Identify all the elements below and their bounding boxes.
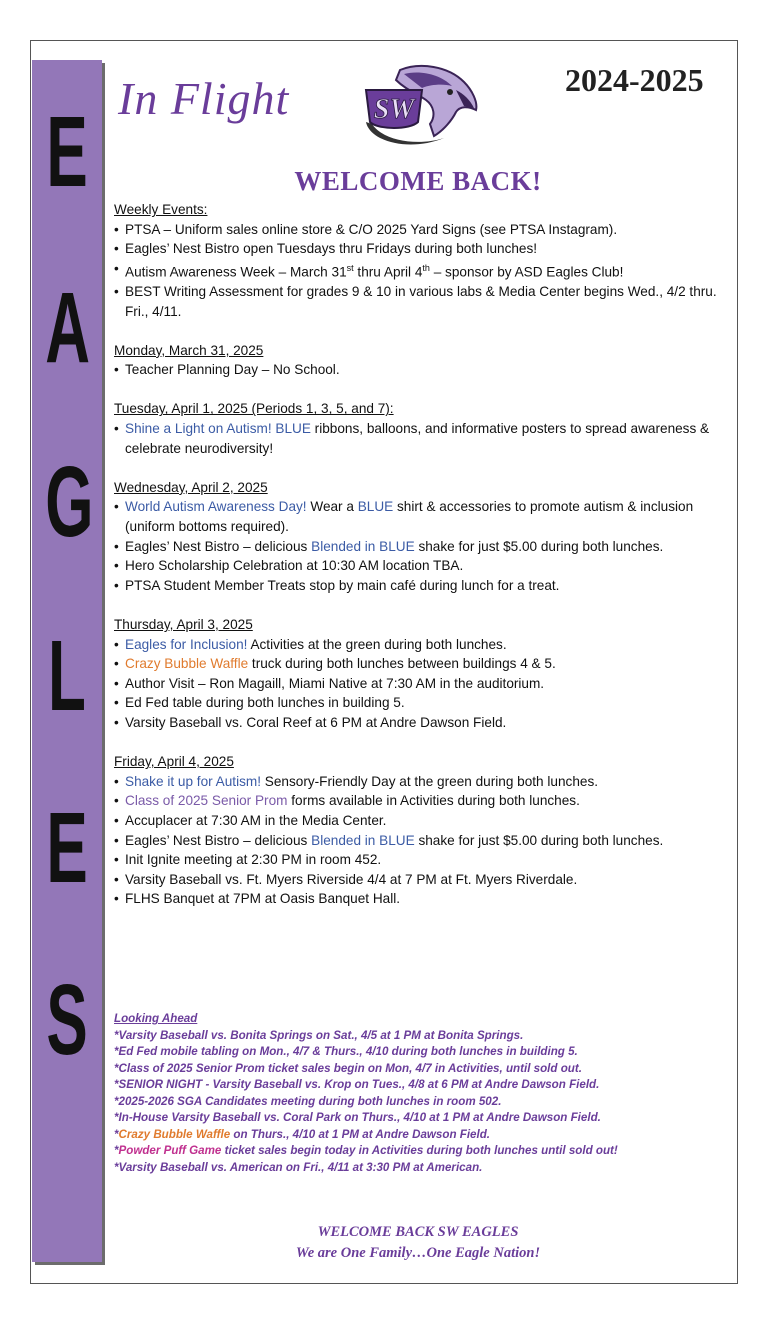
section-heading: Wednesday, April 2, 2025 (114, 479, 268, 495)
event-item-text: Sensory-Friendly Day at the green during both lunches. (261, 773, 599, 789)
looking-ahead-text: * (114, 1144, 119, 1157)
looking-ahead-text: ticket sales begin today in Activities during both lunches until sold out! (221, 1144, 618, 1157)
looking-ahead (114, 1011, 729, 1176)
event-item-text: World Autism Awareness Day! (125, 499, 307, 515)
event-item-text: Teacher Planning Day – No School. (125, 362, 340, 378)
event-item (114, 239, 729, 259)
looking-ahead-text: *In-House Varsity Baseball vs. Coral Park on Thurs., 4/10 at 1 PM at Andre Dawson Field. (114, 1111, 601, 1124)
event-item (114, 556, 729, 576)
looking-ahead-title: Looking Ahead (114, 1012, 198, 1025)
looking-ahead-line (114, 1127, 729, 1144)
event-item-text: Eagles’ Nest Bistro – delicious (125, 538, 312, 554)
event-item-text: BEST Writing Assessment for grades 9 & 10 in various labs & Media Center begins Wed., 4/2 thru. Fri., 4/11. (125, 283, 717, 319)
event-item (114, 850, 729, 870)
event-section (114, 752, 729, 909)
event-section (114, 341, 729, 380)
event-item-text: truck during both lunches between buildings 4 & 5. (248, 656, 556, 672)
event-item (114, 576, 729, 596)
event-item (114, 220, 729, 240)
event-section (114, 200, 729, 321)
event-item (114, 537, 729, 557)
event-item-text: Crazy Bubble Waffle (125, 656, 249, 672)
looking-ahead-text: on Thurs., 4/10 at 1 PM at Andre Dawson Field. (230, 1127, 491, 1141)
looking-ahead-text: Crazy Bubble Waffle (118, 1127, 231, 1141)
eagle-logo-icon (360, 60, 482, 152)
event-item-text: PTSA – Uniform sales online store & C/O 2025 Yard Signs (see PTSA Instagram). (125, 221, 618, 237)
event-item-text: PTSA Student Member Treats stop by main café during lunch for a treat. (125, 577, 560, 593)
event-item-text: Author Visit – Ron Magaill, Miami Native at 7:30 AM in the auditorium. (125, 675, 545, 691)
event-item (114, 870, 729, 890)
event-item-text: shake for just $5.00 during both lunches. (414, 832, 664, 848)
looking-ahead-line (114, 1028, 729, 1045)
looking-ahead-text: *SENIOR NIGHT - Varsity Baseball vs. Krop on Tues., 4/8 at 6 PM at Andre Dawson Field. (114, 1078, 600, 1091)
event-item (114, 419, 729, 458)
newsletter-title: In Flight (118, 73, 290, 124)
sidebar-letter: S (46, 964, 88, 1076)
event-item-text: shake for just $5.00 during both lunches. (414, 538, 664, 554)
section-heading: Weekly Events: (114, 202, 208, 217)
looking-ahead-line (114, 1061, 729, 1078)
footer-line-1: WELCOME BACK SW EAGLES (317, 1224, 519, 1240)
event-item-text: ribbons, balloons, and informative posters to spread awareness & celebrate neurodiversity! (125, 421, 710, 456)
event-item-text: Shake it up for Autism! (125, 773, 262, 789)
school-year: 2024-2025 (565, 62, 704, 98)
section-heading: Thursday, April 3, 2025 (114, 617, 253, 632)
event-item-text: Shine a Light on Autism! BLUE (125, 421, 311, 437)
footer (118, 1222, 718, 1264)
looking-ahead-text: * (114, 1127, 119, 1141)
looking-ahead-text: *Class of 2025 Senior Prom ticket sales begin on Mon, 4/7 in Activities, until sold out. (114, 1061, 582, 1075)
event-item-text: Blended in BLUE (311, 832, 415, 848)
event-item (114, 693, 729, 713)
event-item-text: Eagles’ Nest Bistro open Tuesdays thru Fridays during both lunches! (125, 241, 538, 257)
events-content (114, 200, 729, 929)
event-item-text: Varsity Baseball vs. Ft. Myers Riverside 4/4 at 7 PM at Ft. Myers Riverdale. (125, 871, 578, 887)
event-item-text: Blended in BLUE (311, 538, 415, 554)
sidebar-letter: E (46, 792, 88, 904)
sidebar-letter: G (45, 446, 94, 558)
event-item (114, 635, 729, 655)
looking-ahead-line (114, 1110, 729, 1127)
welcome-heading: WELCOME BACK! (294, 166, 542, 196)
event-item-text: – sponsor by ASD Eagles Club! (429, 264, 624, 280)
looking-ahead-text: *Ed Fed mobile tabling on Mon., 4/7 & Thurs., 4/10 during both lunches in building 5. (114, 1045, 578, 1058)
event-item-text: Eagles’ Nest Bistro – delicious (125, 832, 312, 848)
looking-ahead-text: *2025-2026 SGA Candidates meeting during both lunches in room 502. (114, 1094, 502, 1108)
event-section (114, 399, 729, 458)
event-item-text: shirt & accessories to promote autism & inclusion (uniform bottoms required). (125, 499, 694, 535)
event-item (114, 772, 729, 792)
logo-text: SW (373, 94, 415, 125)
looking-ahead-line (114, 1160, 729, 1177)
event-item (114, 713, 729, 733)
event-item-text: Activities at the green during both lunches. (247, 636, 507, 652)
section-heading: Friday, April 4, 2025 (114, 754, 234, 770)
event-item-text: Ed Fed table during both lunches in building 5. (125, 695, 405, 711)
event-section (114, 615, 729, 733)
event-item-text: th (422, 262, 430, 273)
event-item (114, 360, 729, 380)
event-item (114, 674, 729, 694)
event-item-text: Autism Awareness Week – March 31 (125, 264, 347, 280)
event-item-text: Eagles for Inclusion! (125, 636, 248, 652)
event-item (114, 259, 729, 282)
event-item (114, 497, 729, 536)
event-item-text: Varsity Baseball vs. Coral Reef at 6 PM at Andre Dawson Field. (125, 714, 507, 730)
event-item (114, 282, 729, 321)
sidebar-letter: E (46, 96, 88, 208)
looking-ahead-line (114, 1143, 729, 1160)
looking-ahead-line (114, 1094, 729, 1111)
event-item (114, 791, 729, 811)
event-item-text: Accuplacer at 7:30 AM in the Media Center. (125, 812, 387, 828)
looking-ahead-line (114, 1077, 729, 1094)
looking-ahead-text: *Varsity Baseball vs. American on Fri., 4/11 at 3:30 PM at American. (114, 1160, 483, 1174)
event-item-text: Init Ignite meeting at 2:30 PM in room 452. (125, 852, 382, 868)
event-item-text: st (346, 262, 354, 273)
looking-ahead-text: *Varsity Baseball vs. Bonita Springs on Sat., 4/5 at 1 PM at Bonita Springs. (114, 1028, 524, 1042)
event-item-text: Hero Scholarship Celebration at 10:30 AM location TBA. (125, 558, 464, 574)
eagles-sidebar (32, 60, 102, 1262)
section-heading: Tuesday, April 1, 2025 (Periods 1, 3, 5, and 7): (114, 401, 394, 417)
looking-ahead-text: Powder Puff Game (118, 1144, 222, 1157)
sidebar-letter: A (45, 272, 91, 384)
event-item-text: Class of 2025 Senior Prom (125, 793, 288, 809)
event-item-text: Wear a (306, 499, 358, 515)
event-item (114, 889, 729, 909)
event-item-text: forms available in Activities during both lunches. (287, 793, 580, 809)
section-heading: Monday, March 31, 2025 (114, 342, 264, 358)
event-item-text: FLHS Banquet at 7PM at Oasis Banquet Hall. (125, 891, 401, 907)
footer-line-2: We are One Family…One Eagle Nation! (295, 1245, 541, 1261)
event-section (114, 478, 729, 596)
event-item-text: thru April 4 (353, 264, 423, 280)
event-item (114, 654, 729, 674)
event-item-text: BLUE (357, 499, 394, 515)
event-item (114, 811, 729, 831)
sidebar-letter: L (48, 620, 86, 732)
event-item (114, 831, 729, 851)
looking-ahead-line (114, 1044, 729, 1061)
